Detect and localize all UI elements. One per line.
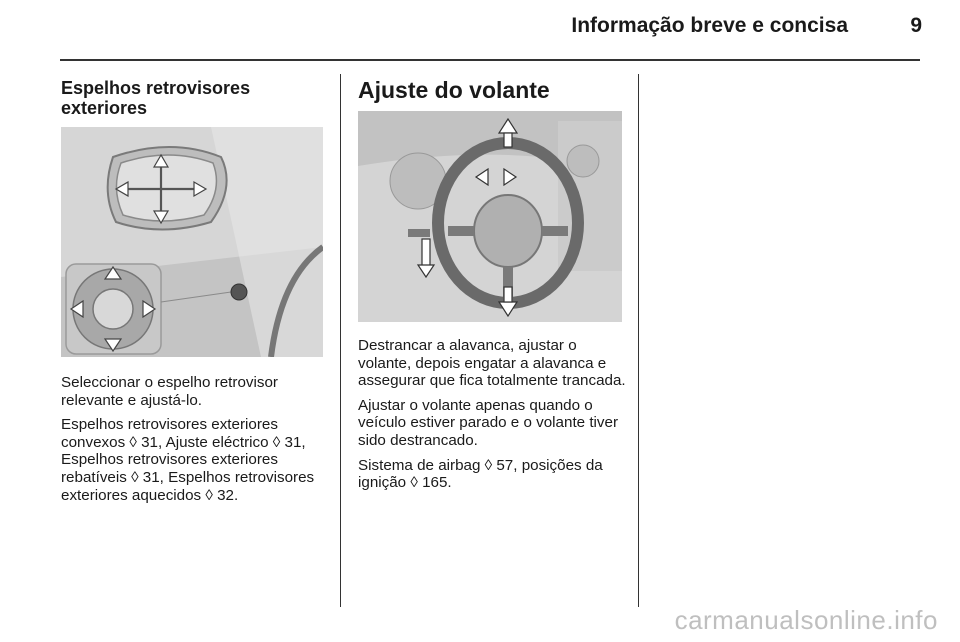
middle-paragraph-2: Ajustar o volante apenas quando o veículo estiver parado e o volante tiver sido destrancado.	[358, 396, 619, 449]
section-heading-mirrors: Espelhos retrovisores exteriores	[61, 78, 251, 118]
middle-paragraph-1: Destrancar a alavanca, ajustar o volante, depois engatar a alavanca e assegurar que fica totalmente trancada.	[358, 337, 626, 390]
middle-column-text	[358, 337, 628, 499]
column-divider-left	[340, 74, 341, 607]
column-divider-right	[638, 74, 639, 607]
header-divider	[60, 59, 920, 61]
section-heading-steering: Ajuste do volante	[358, 77, 550, 103]
middle-paragraph-3: Sistema de airbag ◊ 57, posições da ignição ◊ 165.	[358, 456, 603, 492]
left-paragraph-2: Espelhos retrovisores exteriores convexos ◊ 31, Ajuste eléctrico ◊ 31, Espelhos retrovisores exteriores rebatíveis ◊ 31, Espelhos retrovisores exteriores aquecidos ◊ 32.	[61, 416, 315, 504]
left-column-text	[61, 374, 323, 511]
left-paragraph-1: Seleccionar o espelho retrovisor relevante e ajustá-lo.	[61, 374, 278, 409]
page-number: 9	[910, 14, 922, 37]
watermark[interactable]: carmanualsonline.info	[674, 605, 938, 635]
mirror-illustration	[61, 127, 323, 357]
page-header-title: Informação breve e concisa	[571, 14, 848, 37]
steering-wheel-illustration	[358, 111, 622, 322]
